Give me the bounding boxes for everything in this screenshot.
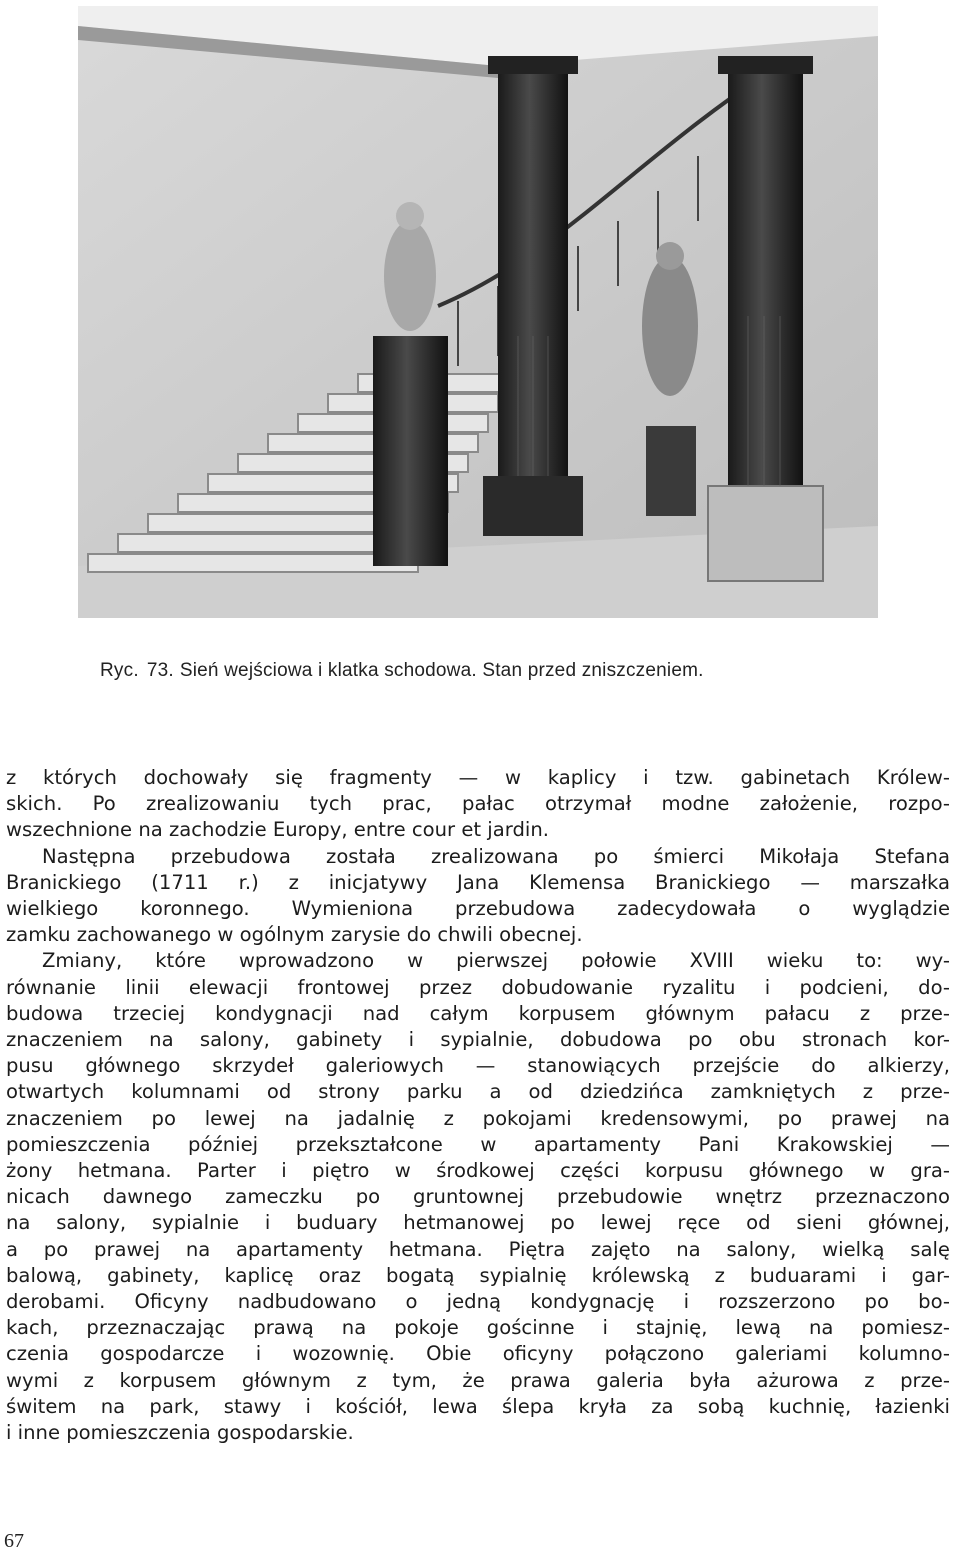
text-line: znaczeniem na salony, gabinety i sypialnie, dobudowa po obu stronach kor- xyxy=(6,1028,950,1052)
body-text xyxy=(6,765,950,1446)
text-line: otwartych kolumnami od strony parku a od dziedzińca zamkniętych z prze- xyxy=(6,1080,950,1104)
text-line: Następna przebudowa została zrealizowana po śmierci Mikołaja Stefana xyxy=(42,844,950,868)
text-line: czenia gospodarcze i wozownię. Obie oficyny połączono galeriami kolumno- xyxy=(6,1342,950,1366)
text-line: skich. Po zrealizowaniu tych prac, pałac otrzymał modne założenie, rozpo- xyxy=(6,792,950,816)
text-line: wszechnione na zachodzie Europy, entre cour et jardin. xyxy=(6,818,549,842)
text-line: na salony, sypialnie i buduary hetmanowej po lewej ręce od sieni głównej, xyxy=(6,1211,950,1235)
text-line: wielkiego koronnego. Wymieniona przebudowa zadecydowała o wyglądzie xyxy=(6,897,950,921)
text-line: zamku zachowanego w ogólnym zarysie do chwili obecnej. xyxy=(6,923,583,947)
text-line: balową, gabinety, kaplicę oraz bogatą sypialnię królewską z buduarami i gar- xyxy=(6,1263,950,1287)
text-line: z których dochowały się fragmenty — w kaplicy i tzw. gabinetach Królew- xyxy=(6,766,950,789)
caption-prefix: Ryc. xyxy=(100,660,139,681)
text-line: a po prawej na apartamenty hetmana. Piętra zajęto na salony, wielką salę xyxy=(6,1237,950,1261)
text-line: żony hetmana. Parter i piętro w środkowej części korpusu głównego w gra- xyxy=(6,1159,950,1183)
text-line: derobami. Oficyny nadbudowano o jedną kondygnację i rozszerzono po bo- xyxy=(6,1290,950,1314)
text-line: równanie linii elewacji frontowej przez dobudowanie ryzalitu i podcieni, do- xyxy=(6,975,950,999)
caption-number: 73. xyxy=(146,660,174,681)
text-line: znaczeniem po lewej na jadalnię z pokojami kredensowymi, po prawej na xyxy=(6,1106,950,1130)
text-line: wymi z korpusem głównym z tym, że prawa galeria była ażurowa z prze- xyxy=(6,1368,950,1392)
caption-text: Sień wejściowa i klatka schodowa. Stan przed zniszczeniem. xyxy=(179,660,704,681)
text-line: budowa trzeciej kondygnacji nad całym korpusem głównym pałacu z prze- xyxy=(6,1001,950,1025)
text-line: nicach dawnego zameczku po gruntownej przebudowie wnętrz przeznaczono xyxy=(6,1185,950,1209)
text-line: Zmiany, które wprowadzono w pierwszej połowie XVIII wieku to: wy- xyxy=(42,949,950,973)
text-line: i inne pomieszczenia gospodarskie. xyxy=(6,1421,354,1445)
page-number: 67 xyxy=(4,1530,24,1552)
text-line: Branickiego (1711 r.) z inicjatywy Jana Klemensa Branickiego — marszałka xyxy=(6,870,950,894)
text-line: pusu głównego skrzydeł galeriowych — stanowiących przejście do alkierzy, xyxy=(6,1054,950,1078)
text-line: kach, przeznaczając prawą na pokoje gościnne i stajnię, lewą na pomiesz- xyxy=(6,1316,950,1340)
text-line: świtem na park, stawy i kościół, lewa ślepa kryła za sobą kuchnię, łazienki xyxy=(6,1394,950,1418)
staircase-photograph xyxy=(78,6,878,618)
text-line: pomieszczenia później przekształcone w apartamenty Pani Krakowskiej — xyxy=(6,1132,950,1156)
figure-caption xyxy=(100,660,704,682)
